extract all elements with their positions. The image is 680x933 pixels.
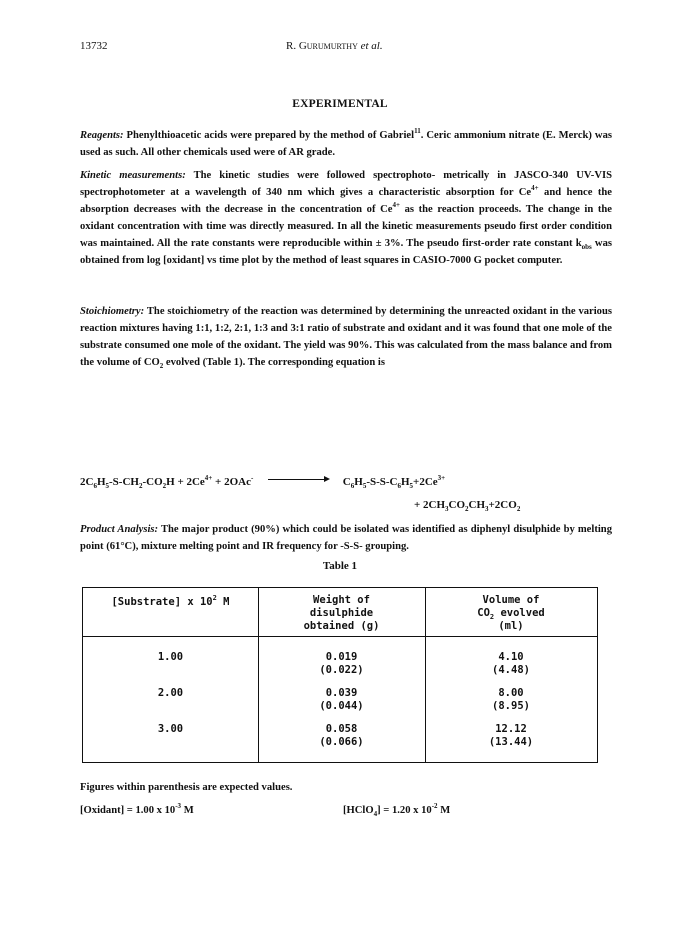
paragraph-reagents [80, 127, 612, 161]
reaction-arrow-icon [268, 479, 328, 480]
table-cell-substrate: 3.00 [157, 723, 184, 735]
paragraph-stoichiometry [80, 303, 612, 371]
kinetic-text-d: was obtained from log [oxidant] vs time plot by the method of least squares in CASIO-7000 G pocket computer. [80, 238, 613, 266]
stoichiometry-lead: Stoichiometry: [80, 306, 145, 317]
table-cell-volume: 4.10 (4.48) [492, 651, 530, 676]
table-header-weight: Weight of disulphide obtained (g) [303, 594, 380, 632]
stoichiometry-text-b: evolved (Table 1). The corresponding equation is [163, 357, 385, 368]
table-caption: Table 1 [322, 560, 358, 572]
kinetic-text-a: The kinetic studies were followed spectrophoto- metrically in JASCO-340 UV-VIS spectrophotometer at a wavelength of 340 nm which gives a characteristic absorption for Ce [80, 170, 612, 198]
reagents-ref: 11 [414, 127, 421, 135]
kinetic-lead: Kinetic measurements: [80, 170, 186, 181]
running-header-authors: R. Gurumurthy [286, 40, 358, 52]
table-cell-substrate: 2.00 [157, 687, 184, 699]
stoichiometry-text-a: The stoichiometry of the reaction was determined by determining the unreacted oxidant in the various reaction mixtures having 1:1, 1:2, 2:1, 1:3 and 3:1 ratio of substrate and oxidant and it was found that one mole of the substrate consumed one mole of the oxidant. The yield was 90%. This was calculated from the mass balance and from the volume of CO [80, 306, 612, 368]
product-text: The major product (90%) which could be isolated was identified as diphenyl disulphide by melting point (61°C), mixture melting point and IR frequency for -S-S- grouping. [80, 524, 612, 552]
table-header-rule [83, 636, 597, 637]
table-footnote: Figures within parenthesis are expected values. [80, 782, 293, 793]
condition-oxidant: [Oxidant] = 1.00 x $10^{-3}$ M [80, 802, 194, 816]
section-title: EXPERIMENTAL [292, 98, 388, 110]
product-lead: Product Analysis: [80, 524, 159, 535]
table-cell-weight: 0.039 (0.044) [319, 687, 364, 712]
table-cell-weight: 0.058 (0.066) [319, 723, 364, 748]
kinetic-text-c: as the reaction proceeds. The change in the oxidant concentration with time was directly measured. In all the kinetic measurements pseudo first order condition was maintained. All the rate constants were reproducible within ± 3%. The pseudo first-order rate constant k [80, 204, 612, 249]
kinetic-text-b: and hence the absorption decreases with the decrease in the concentration of Ce [80, 187, 612, 215]
running-header [286, 40, 383, 52]
reagents-lead: Reagents: [80, 130, 124, 141]
reaction-equation-line2: + $2CH_3CO_2CH_3+2CO_2$ [414, 499, 521, 513]
table-header-volume: Volume of $CO_2$ evolved (ml) [477, 594, 545, 632]
reaction-equation-line1 [80, 476, 445, 488]
paragraph-product-analysis [80, 521, 612, 555]
table-cell-weight: 0.019 (0.022) [319, 651, 364, 676]
stoichiometry-co2-sub: 2 [159, 362, 164, 370]
paragraph-kinetic [80, 167, 612, 269]
kinetic-sup1: 4+ [531, 184, 539, 192]
page-number: 13732 [80, 40, 108, 52]
running-header-etal: et al. [360, 40, 383, 52]
kinetic-k-sub: obs [581, 243, 592, 251]
table-header-substrate: [Substrate] x $10^2$ M [111, 594, 230, 608]
table-cell-volume: 12.12 (13.44) [488, 723, 534, 748]
data-table [82, 587, 598, 763]
equation-lhs: $2C_6H_5-S-CH_2-CO_2H + 2Ce^{4+} + 2OAc^-$ [80, 474, 254, 490]
condition-hclo4: [HClO$_4$] = 1.20 x $10^{-2}$ M [343, 802, 451, 818]
reagents-text-b: . Ceric ammonium nitrate (E. Merck) was used as such. All other chemicals used were of AR grade. [80, 130, 612, 158]
table-cell-volume: 8.00 (8.95) [492, 687, 530, 712]
equation-rhs1: $C_6H_5-S-S-C_6H_5+2Ce^{3+}$ [342, 474, 446, 490]
table-cell-substrate: 1.00 [157, 651, 184, 663]
reagents-text-a: Phenylthioacetic acids were prepared by the method of Gabriel [123, 130, 415, 141]
kinetic-sup2: 4+ [392, 201, 400, 209]
